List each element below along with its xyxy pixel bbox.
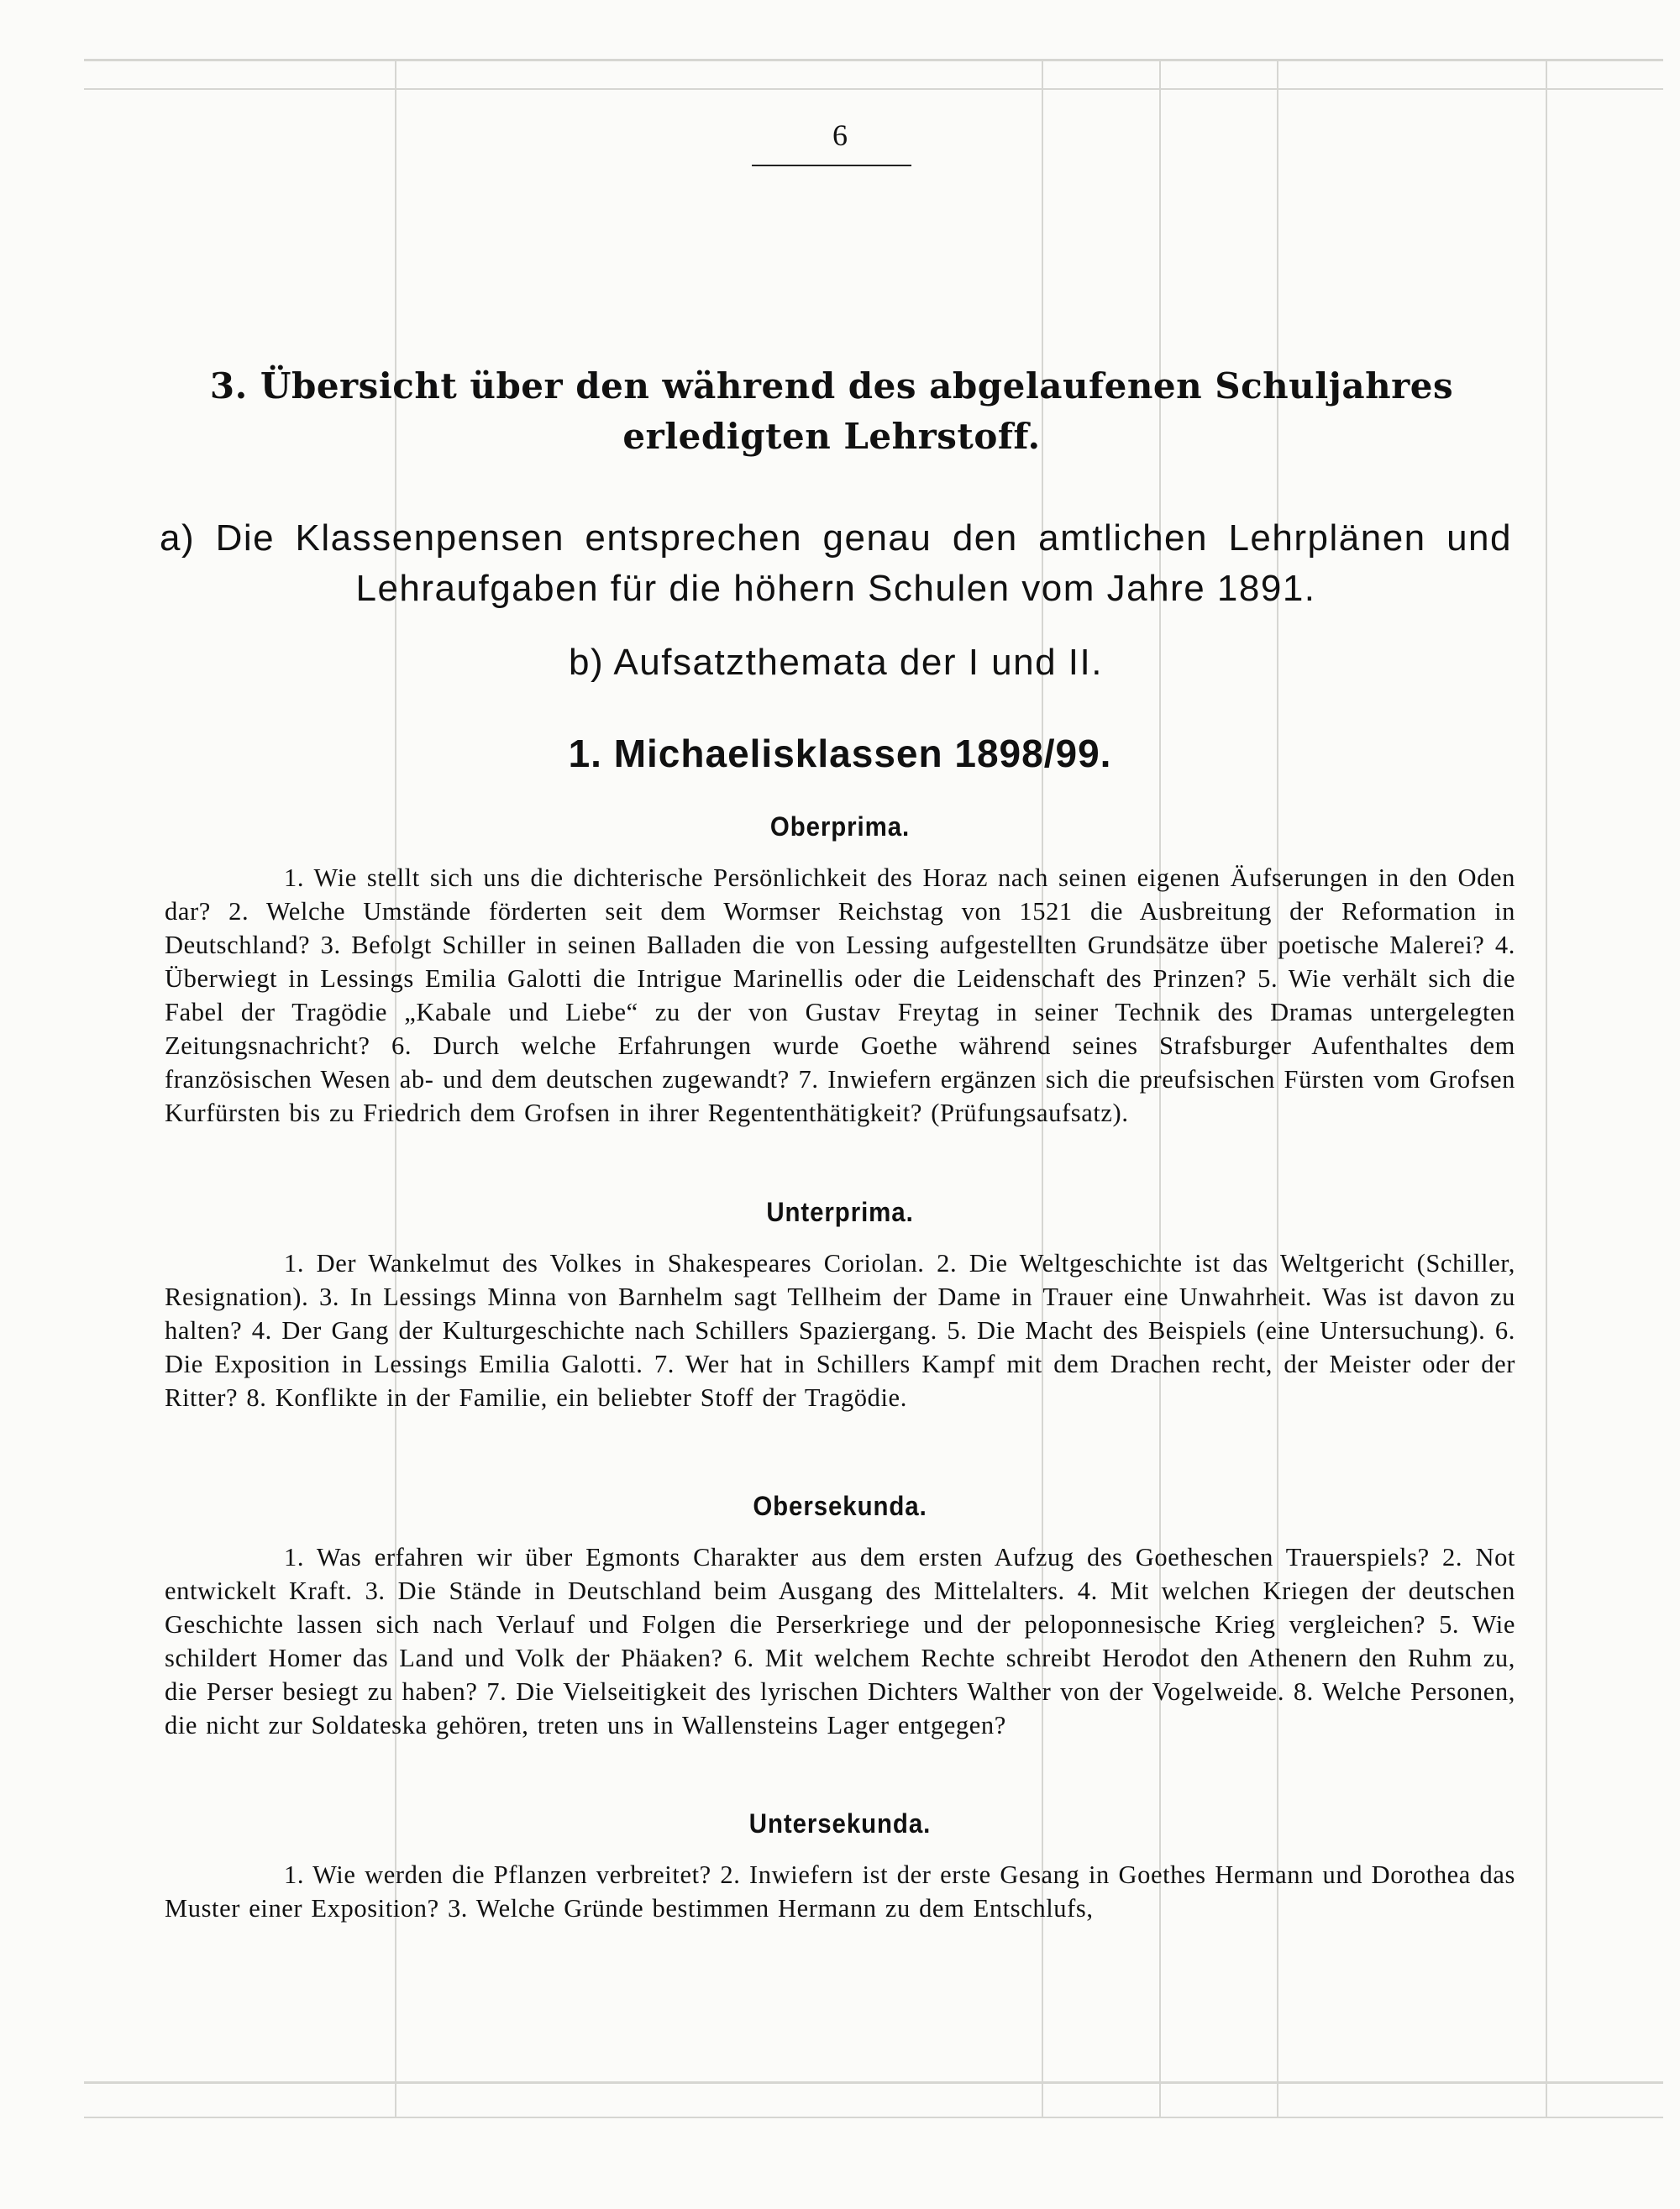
topics-untersekunda: 1. Wie werden die Pflanzen verbreitet? 2. Inwiefern ist der erste Gesang in Goethes Hermann und Dorothea das Muster einer Exposition? 3. Welche Gründe bestimmen Hermann zu dem Entschlufs,	[165, 1860, 1515, 1923]
subsection-title: 1. Michaelisklassen 1898/99.	[568, 732, 1112, 775]
class-heading-obersekunda: Obersekunda.	[753, 1491, 927, 1521]
note-b: b) Aufsatzthemata der I und II.	[569, 642, 1103, 683]
class-heading-untersekunda: Untersekunda.	[748, 1808, 932, 1839]
note-a-line-2: Lehraufgaben für die höhern Schulen vom Jahre 1891.	[355, 568, 1316, 609]
page-number-rule	[752, 165, 911, 166]
topics-obersekunda: 1. Was erfahren wir über Egmonts Charakter aus dem ersten Aufzug des Goetheschen Trauerspiels? 2. Not entwickelt Kraft. 3. Die Stände in Deutschland beim Ausgang des Mittelalters. 4. Mit welchen Kriegen der deutschen Geschichte lassen sich nach Verlauf und Folgen die Perserkriege und der peloponnesische Krieg vergleichen? 5. Wie schildert Homer das Land und Volk der Phäaken? 6. Mit welchem Rechte schreibt Herodot den Athenern den Ruhm zu, die Perser besiegt zu haben? 7. Die Vielseitigkeit des lyrischen Dichters Walther von der Vogelweide. 8. Welche Personen, die nicht zur Soldateska gehören, treten uns in Wallensteins Lager entgegen?	[165, 1543, 1515, 1739]
page-number: 6	[832, 118, 848, 152]
class-heading-oberprima: Oberprima.	[769, 811, 911, 842]
section-heading: 3. Übersicht über den während des abgelaufenen Schuljahres erledigten Lehrstoff.	[209, 365, 1454, 457]
topics-unterprima: 1. Der Wankelmut des Volkes in Shakespeares Coriolan. 2. Die Weltgeschichte ist das Weltgericht (Schiller, Resignation). 3. In Lessings Minna von Barnhelm sagt Tellheim der Dame in Trauer eine Unwahrheit. Was ist davon zu halten? 4. Der Gang der Kulturgeschichte nach Schillers Spaziergang. 5. Die Macht des Beispiels (eine Untersuchung). 6. Die Exposition in Lessings Emilia Galotti. 7. Wer hat in Schillers Kampf mit dem Drachen recht, der Meister oder der Ritter? 8. Konflikte in der Familie, ein beliebter Stoff der Tragödie.	[165, 1249, 1515, 1412]
topics-oberprima: 1. Wie stellt sich uns die dichterische Persönlichkeit des Horaz nach seinen eigenen Äufserungen in den Oden dar? 2. Welche Umstände förderten seit dem Wormser Reichstag von 1521 die Ausbreitung der Reformation in Deutschland? 3. Befolgt Schiller in seinen Balladen die von Lessing aufgestellten Grundsätze über poetische Malerei? 4. Überwiegt in Lessings Emilia Galotti die Intrigue Marinellis oder die Leidenschaft des Prinzen? 5. Wie verhält sich die Fabel der Tragödie „Kabale und Liebe“ zu der von Gustav Freytag in seiner Technik des Dramas untergelegten Zeitungsnachricht? 6. Durch welche Erfahrungen wurde Goethe während seines Strafsburger Aufenthaltes dem französischen Wesen ab- und dem deutschen zugewandt? 7. Inwiefern ergänzen sich die preufsischen Fürsten vom Grofsen Kurfürsten bis zu Friedrich dem Grofsen in ihrer Regententhätigkeit? (Prüfungsaufsatz).	[165, 863, 1515, 1127]
note-a-line-1: a) Die Klassenpensen entsprechen genau den amtlichen Lehrplänen und	[160, 517, 1512, 559]
class-heading-unterprima: Unterprima.	[766, 1197, 914, 1227]
